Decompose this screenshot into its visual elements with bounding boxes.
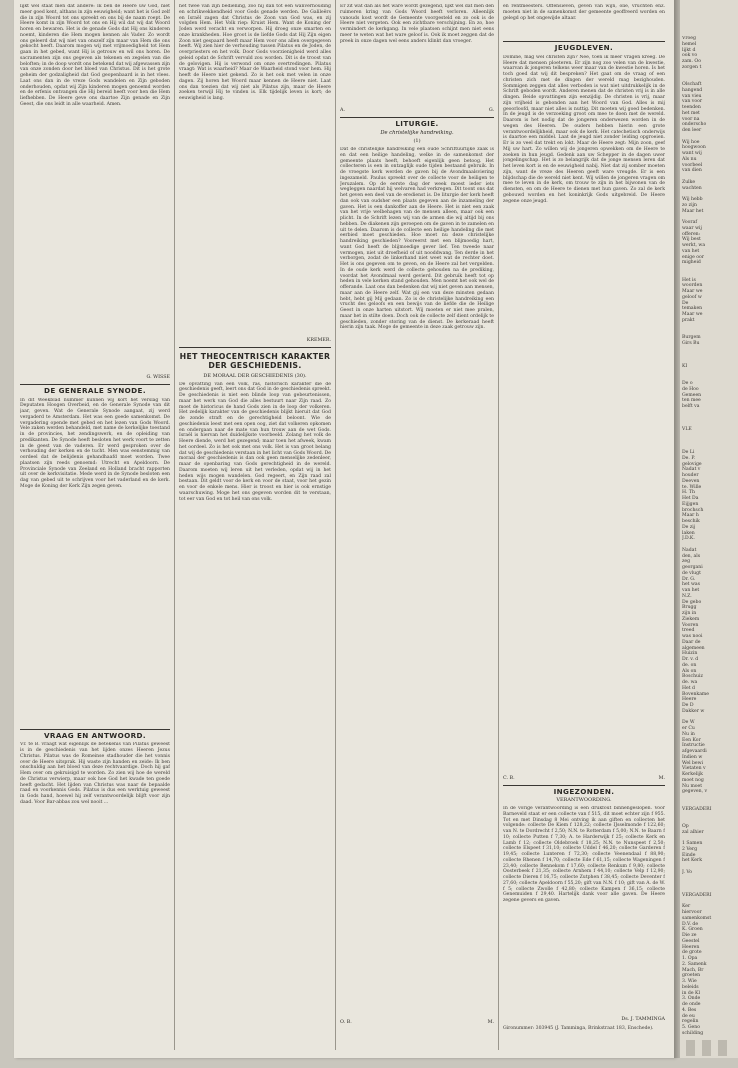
column-1 (20, 4, 170, 1054)
jeugdleven-signature-left: C. B. (503, 775, 515, 781)
col3-signature-left: A. (340, 108, 345, 113)
liturgie-number: (1) (413, 138, 421, 145)
liturgie-text: Dat de christelijke handreiking een oude Schriftuurlijke zaak is en dat een heilige handeling, welke in de samenkomst der gemeente plaats heeft, behoeft eigenlijk geen betoog. Het collecteren is een in ontzaglijk oude tijden bestaand gebruik. In de vroegste kerk werden de gaven bij de Avondmaalsviering ingezameld. Paulus spreekt over de collecte voor de heiligen te Jeruzalem. Op de eerste dag der week moest ieder iets wegleggen naardat hij welvaren had verkregen. Dit toont ons dat het geven een deel van de eredienst is. De liturgie der kerk heeft dan ook van oudsher een plaats gegeven aan de inzameling der gaven. Het is een dankoffer aan de Heere. Het is niet een zaak van het vrije welbehagen van de mensen alleen, maar ook een plicht. In de Schrift lezen wij van de armen die wij altijd bij ons hebben. De diakenen zijn geroepen om de gaven in te zamelen en uit te delen. Daarom is de collecte een heilige handeling die met eerbied moet geschieden. Hoe moet nu deze christelijke handreiking geschieden? Vooreerst met een blijmoedig hart, want God heeft de blijmoedige gever lief. Ten tweede naar vermogen, niet uit droefheid of uit nooddwang. Ten derde in het verborgen, zodat de linkerhand niet weet wat de rechter doet. Het is ons gegeven om te geven, en de Heere zal het vergelden. In de oude kerk werd de collecte gehouden na de prediking, voordat het Avondmaal werd gevierd. Dit gebruik heeft tot op heden in vele kerken stand gehouden. Men noemt het ook wel de offerande. Laat ons dan bedenken dat wij niet geven aan mensen, maar aan de Heere zelf. Wat gij een van deze minsten gedaan hebt, hebt gij Mij gedaan. Zo is de christelijke handreiking een vrucht des geloofs en een bewijs van de liefde die de Heilige Geest in onze harten uitstort. Wij moeten er niet mee pralen, maar het in stilte doen. Doch ook de collecte zelf dient ordelijk te geschieden, zonder storing van de dienst. De kerkeraad heeft hierin zijn taak. Moge de gemeente in deze zaak getrouw zijn. (340, 147, 494, 331)
col1-top-text: lijkt wel staat men dat andere: Ik ben de Heere uw God, niet meer goed kent, althans in zijn eeuwigheid; want het is God zelf die in zijn Woord tot ons spreekt en ons bij de naam roept. De Heere komt in zijn Woord tot ons en Hij wil dat wij dat Woord horen en bewaren. Het is de genade Gods dat Hij ons kinderen noemt, kinderen die Hem mogen kennen als Vader. Zo wordt ons geleerd dat wij niet van onszelf zijn maar van Hem die ons gekocht heeft. Daarom mogen wij met vrijmoedigheid tot Hem gaan in het gebed, want Hij is getrouw en wil ons horen. De sacramenten zijn ons gegeven als tekenen en zegelen van die beloften; in de doop wordt ons betekend dat wij afgewassen zijn van onze zonden door het bloed van Christus. Dit is het grote geheim der godzaligheid dat God geopenbaard is in het vlees. Laat ons dan in de vreze Gods wandelen en Zijn geboden onderhouden, opdat wij Zijn kinderen mogen genoemd worden en de erfenis ontvangen die Hij bereid heeft voor hen die Hem liefhebben. De Heere geve ons daartoe Zijn genade en Zijn Geest, die ons leidt in alle waarheid. Amen. (20, 4, 170, 107)
binding-tab (702, 1040, 711, 1056)
col4-top-text: en rentmeesters. Offensieven, geven van wijn, olie, vruchten enz. moeten niet in de samenkomst der gemeente geoffreerd worden en gelegd op het ongewijde altaar. (503, 4, 665, 21)
column-3 (340, 4, 494, 1054)
liturgie-signature-row (340, 1020, 494, 1026)
divider (20, 729, 170, 730)
column-2 (179, 4, 331, 1054)
column-divider (335, 0, 336, 1050)
divider (340, 117, 494, 118)
liturgie-signature-right: M. (487, 1020, 494, 1025)
adjacent-page-edge (680, 0, 738, 1058)
synode-text: In dit Weekblad nummer kunnen wij kort het verslag van Deputaten Hoogen Overbeid, en de Generale Synode van dit jaar, geven. Wat de Generale Synode aangaat, zij werd vergaderd te Amsterdam. Het was een goede samenkomst. De vergadering opende met gebed en het lezen van Gods Woord. Vele zaken werden behandeld, met name de kerkelijke toestand in de provincies, het zendingswerk, en de opleiding van predikanten. De Synode heeft besloten het werk voort te zetten in de geest van de vaderen. Er werd gesproken over de verhouding der kerken en de tucht. Men was eenstemmig van oordeel dat de belijdenis gehandhaafd moet worden. Twee plaatsen zijn reeds genoemd: Utrecht en Apeldoorn. De Provinciale Synode van Zeeland en Holland bracht rapporten uit over de kerkvisitatie. Mede werd in de Synode besloten een dag van gebed uit te schrijven voor het vaderland en de kerk. Moge de Koning der Kerk Zijn zegen geven. (20, 397, 170, 489)
verantwoording-subheading: VERANTWOORDING. (556, 797, 612, 804)
newspaper-page (14, 0, 674, 1058)
synode-heading: DE GENERALE SYNODE. (44, 385, 146, 395)
binding-tab (718, 1040, 727, 1056)
jeugdleven-signature-right: M. (658, 775, 665, 781)
column-4 (503, 4, 665, 1054)
col3-signature-right: G. (488, 108, 494, 113)
theocentrisch-text: De opvatting van een volk, ras, historisch karakter die de geschiedenis geeft, leert ons dat God in de geschiedenis spreekt. De geschiedenis is niet een blinde loop van gebeurtenissen, maar het werk van God die alles bestuurt naar Zijn raad. Zo moet de historicus de hand Gods zien in de loop der volkeren. Het zedelijk karakter van de geschiedenis blijkt hieruit dat God de zonde straft en de gerechtigheid beloont. Wie de geschiedenis leest met een open oog, ziet dat volkeren opkomen en ondergaan naar de mate van hun trouw aan de wet Gods. Israël is hiervan het duidelijkste voorbeeld. Zolang het volk de Heere diende, werd het gezegend; maar toen het afweek, kwam het oordeel. Zo is het ook met ons volk. Het is van groot belang dat wij de geschiedenis verstaan in het licht van Gods Woord. De moraal der geschiedenis is dan ook geen menselijke zedenleer, maar de openbaring van Gods gerechtigheid in de wereld. Daarom moeten wij leren uit het verleden, opdat wij in het heden wijs mogen wandelen. God regeert, en Zijn raad zal bestaan. Dit geldt voor de kerk en voor de staat, voor het gezin en voor de enkele mens. Hier is troost en hier is ook ernstige waarschuwing. Moge het ons gegeven worden dit te verstaan, tot eer van God en tot heil van ons volk. (179, 381, 331, 502)
verantwoording-footer: Gironummer: 303945 (J. Tamminga, Brinkstraat 183, Enschede). (503, 1025, 654, 1031)
divider (20, 384, 170, 385)
jeugdleven-heading: JEUGDLEVEN. (554, 43, 614, 52)
col2-signature: KREMER. (306, 338, 331, 343)
verantwoording-text: In de vorige verantwoording is een drukfout binnengeslopen. Voor Barneveld staat er een collecte van f 515, dit moet echter zijn f 955. Tot en met Dinsdag 8 Mei ontving ik aan giften en collecten het volgende: collecte De Kiem f 128,22; collecte IJsselmonde f 122,60; van N. te Dordrecht f 2,50; N.N. te Rotterdam f 5,00; N.N. te Baarn f 10; collecte Putten f 7,30; A. te Harderwijk f 25; collecte Kerk en Lamb f 12; collecte Oldebroek f 18,25; N.N. te Nunspeet f 2,50; collecte Elspeet f 31,10; collecte Uddel f 46,20; collecte Garderen f 19,45; collecte Lunteren f 72,30; collecte Veenendaal f 88,90; collecte Rhenen f 14,70; collecte Ede f 61,15; collecte Wageningen f 23,40; collecte Bennekom f 17,60; collecte Renkum f 9,80; collecte Oosterbeek f 21,35; collecte Arnhem f 44,10; collecte Velp f 12,90; collecte Dieren f 16,75; collecte Zutphen f 38,45; collecte Deventer f 27,60; collecte Apeldoorn f 55,20; gift van N.N. f 10; gift van A. de W. f 5; collecte Zwolle f 42,80; collecte Kampen f 36,15; collecte Genemuiden f 29,40. Hartelijk dank voor alle gaven. De Heere zegene gevers en gaven. (503, 806, 665, 903)
column-divider (498, 0, 499, 1050)
col3-top-text: Er zit wat dan als het ware wordt gezegend, lijkt wel dat men den ruimeren kring van Gods Woord heeft verloren. Alleenlijk vanouds kost wordt de Gemeente voorgesteld en zo ook is de Heere niet vergeten. Ook een zichtbare verschijning. En zo, hoe vermindert de kerkgang. In vele plaatsen schijnt men niet eens meer te weten wat het ware geloof is. Ook ik moet zeggen dat de preek in onze dagen wel eens anders klinkt dan vroeger. (340, 4, 494, 44)
vraag-heading: VRAAG EN ANTWOORD. (43, 730, 147, 740)
vraag-text: Vr. te B. vraagt wat eigenlijk de betekenis van Pilatus geweest is in de geschiedenis van het lijden onzes Heeren Jezus Christus. Pilatus was de Romeinse stadhouder die het vonnis over de Heere uitsprak. Hij waste zijn handen en zeide: Ik ben onschuldig aan het bloed van deze rechtvaardige. Doch hij gaf Hem over om gekruisigd te worden. Zo zien wij hoe de wereld de Christus verwierp, maar ook hoe God het kwade ten goede heeft gedacht. Het lijden van Christus was naar de bepaalde raad en voorkennis Gods. Pilatus is dus een werktuig geweest in Gods hand, hoewel hij zelf verantwoordelijk blijft voor zijn daad. Voor Bar-abbas zou wel nooit ... (20, 742, 170, 805)
col3-signature-row (340, 108, 494, 114)
col1-signature: G. WISSE (146, 375, 170, 380)
divider (503, 41, 665, 42)
binding-tab (686, 1040, 695, 1056)
column-divider (174, 0, 175, 1050)
verantwoording-signature: Ds. J. TAMMINGA (621, 1017, 665, 1022)
liturgie-subheading: De christelijke handreiking. (380, 129, 454, 136)
theocentrisch-subheading: DE MORAAL DER GESCHIEDENIS (30). (203, 372, 307, 379)
adjacent-page-text: Vroeg hemel lijkt d ook vo zam. Oo zorgen t Olschaft hangend van vieu van voor teenden het met voor na onderscho den leer Wij hoe hoogwoon want wij Als nu voorbeel van dien Zulke wachten Wij hebb zo zijn Maar het Vooraf waar wij offeren: Wij best werkt, wa van het enige oor migheid Het is woorden Maar we geloof w De temaken Maar we prakt Burgem Girs Bu KI De o de Hoo Gemeen ten mee belft va VLE De Li De. P. gelovige Nadat v houder Deeven te. Wille H. Th Het Da Eijjgen brochsch Maar h beschik De zij laken J.D.K. Nadat den, als zeg georgani de vlugt Dr. G. het was van het N.Z. De gebo Brugg zijn in Ziekem Vooren treed was nooi Daar de algemeen Huizin Dr. v. d de. on Als on Boschuiz de. wa Het d Bovenkame Heere De D Dakker w De W er Cu Nu in Een Kor Instructie afgevaardi Indien w Wel bewi Vietaten v Kerkelijk moet nog Nu moet gegeven, v VERGADERI Op zal alhier 1 Samen 2 Verg Einde het Kerk J. Vo VERGADERI Ker hiervoor samenkomst D.V. de K. Groen Die ze Geestel Heeren de grote 1. Opa 2. Samenk Mach, Br groeten 3. Wie beleids in de Kl 3. Onde de onde 4. Bes de eu regelin 5. Geno schilding (682, 36, 712, 1036)
divider (503, 785, 665, 786)
jeugdleven-signature-row (503, 776, 665, 782)
liturgie-heading: LITURGIE. (395, 118, 439, 128)
ingezonden-heading: INGEZONDEN. (553, 786, 615, 796)
theocentrisch-heading: HET THEOCENTRISCH KARAKTER DER GESCHIEDENIS. (179, 351, 331, 370)
col2-top-text: het twee van zijn bediening, zoo hij dan tot een wanverhouding en schrikwekkendheid voor Gods genade werden. De Galileërs en Israël zagen dat Christus de Zoon van God was, en zij volgden Hem. Het Volk riep: Kruist Hem. Want de Koning der Joden werd veracht en verworpen. Hij droeg onze smarten en onze krankheden. Hoe groot is de liefde Gods dat Hij Zijn eigen Zoon niet gespaard heeft maar Hem voor ons allen overgegeven heeft. Wij zien hier de verhouding tussen Pilatus en de Joden, de overpriesters en het volk. Door Gods voorzienigheid werd alles geleid opdat de Schrift vervuld zou worden. Dit is de troost van de gelovigen. Hij is verwond om onze overtredingen. Pilatus vraagt: Wat is waarheid? Maar de Waarheid stond voor hem. Hij heeft de Heere niet gekend. Zo is het ook met velen in onze dagen. Zij horen het Woord maar kennen de Heere niet. Laat ons dan toezien dat wij niet als Pilatus zijn, maar de Heere zoeken terwijl Hij te vinden is. Elk tijdelijk leven is kort; de eeuwigheid is lang. (179, 4, 331, 101)
liturgie-signature-left: O. B. (340, 1020, 352, 1025)
divider (179, 347, 331, 348)
jeugdleven-text: Dominé, mag wel christen zijn? Nee, toen ik meer vragen kreeg. De Heere dat mensen ploeteren. Er zijn nog zoo velen van de kwestie, waarvan ik jongeren telkens weer maar van de kwestie horen. Is het toch goed dat wij dit bespreken? Het gaat om de vraag of een christen zich met de dingen der wereld mag bezighouden. Sommigen zeggen dat alles verboden is wat niet uitdrukkelijk in de Schrift geboden wordt. Anderen menen dat de christen vrij is in alle dingen. Beide opvattingen zijn eenzijdig. De christen is vrij, maar zijn vrijheid is gebonden aan het Woord van God. Alles is mij geoorloofd, maar niet alles is nuttig. Dit moeten wij goed bedenken. In de jeugd is de verzoeking groot om mee te doen met de wereld. Daarom is het nodig dat de jongeren onderwezen worden in de wegen des Heeren. De ouders hebben hierin een grote verantwoordelijkheid, maar ook de kerk. Het catechetisch onderwijs is daartoe een middel. Laat de jeugd niet zonder leiding opgroeien. Er is zo veel dat trekt en lokt. Maar de Heere zegt: Mijn zoon, geef Mij uw hart. Zo willen wij de jongeren opwekken om de Heere te zoeken in hun jeugd. Gedenk aan uw Schepper in de dagen uwer jongelingschap. Het is zo belangrijk dat de jonge mensen leren dat het leven kort is en de eeuwigheid nabij. Niet dat zij somber moeten zijn, want de vreze des Heeren geeft ware vreugde. Er is een blijdschap die de wereld niet kent. Wij willen de jongeren vragen om mee te leven in de kerk, om trouw te zijn in het bijwonen van de diensten, en om de Heere te dienen met hun gaven. Zo zal de kerk gebouwd worden en het koninkrijk Gods uitgebreid. De Heere zegene onze jeugd. (503, 54, 665, 204)
